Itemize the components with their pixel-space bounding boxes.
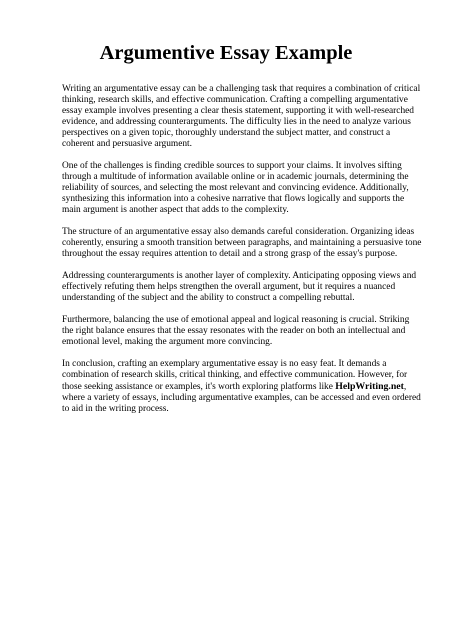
- document-body: [62, 84, 422, 426]
- paragraph-balance: Furthermore, balancing the use of emotional appeal and logical reasoning is crucial. Striking the right balance ensures that the essay resonates with the reader on both an intellectual and emotional level, making the argument more convincing.: [62, 315, 410, 347]
- conclusion-text-after-link: , where a variety of essays, including argumentative examples, can be accessed and even ordered to aid in the writing process.: [62, 382, 421, 414]
- paragraph-intro: Writing an argumentative essay can be a challenging task that requires a combination of critical thinking, research skills, and effective communication. Crafting a compelling argumentative essay example involves presenting a clear thesis statement, supporting it with well-researched evidence, and addressing counterarguments. The difficulty lies in the need to analyze various perspectives on a given topic, thoroughly understand the subject matter, and construct a coherent and persuasive argument.: [62, 84, 421, 149]
- conclusion-text-before-link: In conclusion, crafting an exemplary argumentative essay is no easy feat. It demands a combination of research skills, critical thinking, and effective communication. However, for those seeking assistance or examples, it's worth exploring platforms like: [62, 359, 408, 392]
- paragraph-structure: The structure of an argumentative essay also demands careful consideration. Organizing ideas coherently, ensuring a smooth transition between paragraphs, and maintaining a persuasive tone throughout the essay requires attention to detail and a strong grasp of the essay's purpose.: [62, 227, 422, 259]
- paragraph-sources: One of the challenges is finding credible sources to support your claims. It involves sifting through a multitude of information available online or in academic journals, determining the reliability of sources, and selecting the most relevant and convincing evidence. Additionally, synthesizing this information into a cohesive narrative that flows logically and supports the main argument is another aspect that adds to the complexity.: [62, 161, 409, 215]
- paragraph-conclusion: [62, 359, 422, 415]
- helpwriting-link[interactable]: HelpWriting.net: [335, 381, 404, 392]
- paragraph-counterarguments: Addressing counterarguments is another layer of complexity. Anticipating opposing views and effectively refuting them helps strengthen the overall argument, but it requires a nuanced understanding of the subject and the ability to construct a compelling rebuttal.: [62, 271, 417, 303]
- document-title: Argumentive Essay Example: [99, 42, 353, 64]
